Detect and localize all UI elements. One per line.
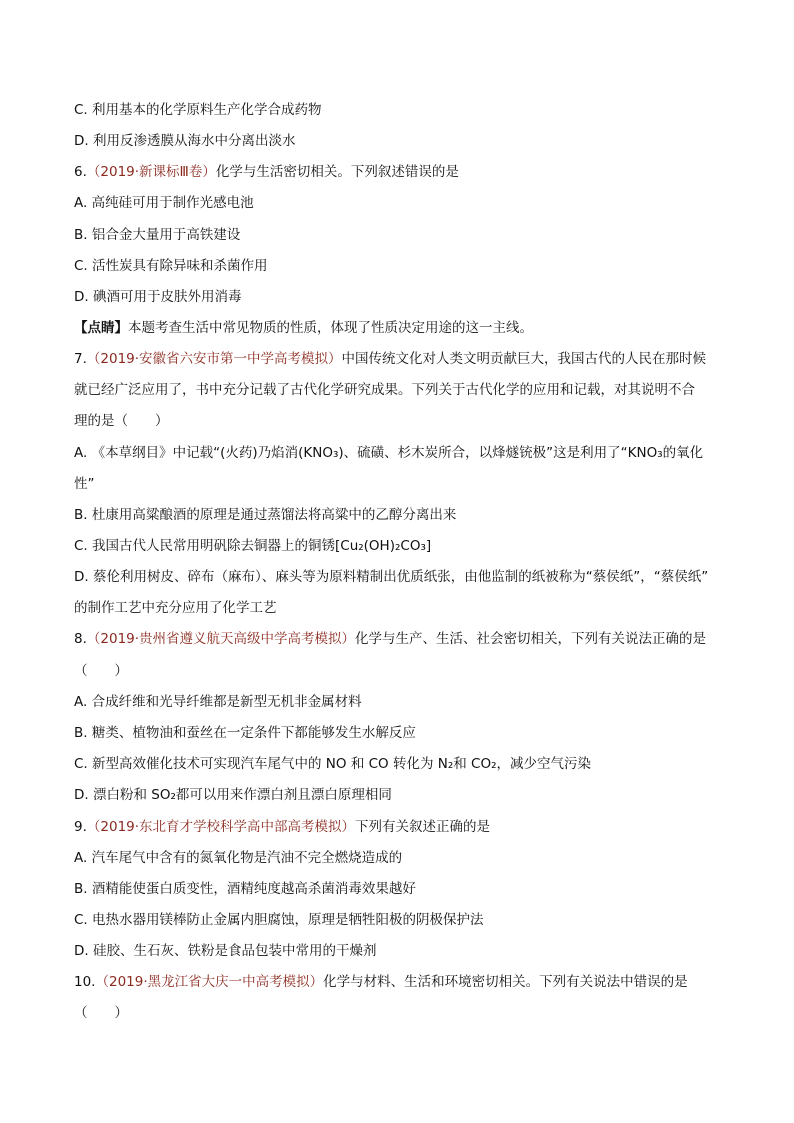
question-7-stem-cont: 理的是（ ） (74, 413, 169, 429)
question-source: （2019·安徽省六安市第一中学高考模拟） (86, 351, 342, 367)
option-a-line: A. 合成纤维和光导纤维都是新型无机非金属材料 (74, 694, 362, 710)
option-d-line: D. 利用反渗透膜从海水中分离出淡水 (74, 133, 296, 149)
tip-note (74, 319, 533, 337)
question-text: 下列有关叙述正确的是 (355, 819, 491, 835)
question-7-stem-cont: 就已经广泛应用了，书中充分记载了古代化学研究成果。下列关于古代化学的应用和记载，对其说明不合 (74, 382, 695, 398)
option-c-line: C. 利用基本的化学原料生产化学合成药物 (74, 102, 322, 118)
option-d-line: D. 蔡伦利用树皮、碎布（麻布）、麻头等为原料精制出优质纸张，由他监制的纸被称为“蔡侯纸”，“蔡侯纸” (74, 569, 709, 585)
question-source: （2019·黑龙江省大庆一中高考模拟） (95, 974, 324, 990)
option-b-line: B. 酒精能使蛋白质变性，酒精纯度越高杀菌消毒效果越好 (74, 881, 416, 897)
question-6-stem (74, 163, 459, 181)
question-source: （2019·东北育才学校科学高中部高考模拟） (86, 819, 356, 835)
answer-paren: （ ） (74, 663, 128, 679)
question-source: （2019·新课标Ⅲ卷） (86, 164, 216, 180)
option-a-line: A. 汽车尾气中含有的氮氧化物是汽油不完全燃烧造成的 (74, 850, 403, 866)
option-c-line: C. 电热水器用镁棒防止金属内胆腐蚀，原理是牺牲阳极的阴极保护法 (74, 912, 484, 928)
tip-text: 本题考查生活中常见物质的性质，体现了性质决定用途的这一主线。 (128, 320, 533, 336)
option-a-line: A. 《本草纲目》中记载“(火药)乃焰消(KNO₃)、硫磺、杉木炭所合，以烽燧铳极”这是利用了“KNO₃的氧化 (74, 445, 704, 461)
option-c-line: C. 我国古代人民常用明矾除去铜器上的铜锈[Cu₂(OH)₂CO₃] (74, 538, 432, 554)
question-number: 9. (74, 819, 87, 835)
option-d-line: D. 碘酒可用于皮肤外用消毒 (74, 289, 242, 305)
question-7-stem (74, 350, 706, 368)
option-b-line: B. 杜康用高粱酿酒的原理是通过蒸馏法将高粱中的乙醇分离出来 (74, 507, 457, 523)
question-number: 7. (74, 351, 87, 367)
question-number: 8. (74, 631, 87, 647)
option-b-line: B. 糖类、植物油和蚕丝在一定条件下都能够发生水解反应 (74, 725, 416, 741)
question-text: 化学与生产、生活、社会密切相关，下列有关说法正确的是 (355, 631, 707, 647)
question-text: 化学与生活密切相关。下列叙述错误的是 (215, 164, 459, 180)
option-c-line: C. 活性炭具有除异味和杀菌作用 (74, 258, 268, 274)
option-c-line: C. 新型高效催化技术可实现汽车尾气中的 NO 和 CO 转化为 N₂和 CO₂，减少空气污染 (74, 756, 592, 772)
question-8-stem (74, 630, 706, 648)
option-d-line: D. 硅胶、生石灰、铁粉是食品包装中常用的干燥剂 (74, 943, 377, 959)
option-a-line: A. 高纯硅可用于制作光感电池 (74, 195, 254, 211)
option-d-line: D. 漂白粉和 SO₂都可以用来作漂白剂且漂白原理相同 (74, 787, 392, 803)
question-text: 中国传统文化对人类文明贡献巨大，我国古代的人民在那时候 (341, 351, 707, 367)
question-source: （2019·贵州省遵义航天高级中学高考模拟） (86, 631, 356, 647)
option-b-line: B. 铝合金大量用于高铁建设 (74, 227, 241, 243)
question-number: 6. (74, 164, 87, 180)
answer-paren: （ ） (74, 1005, 128, 1021)
question-number: 10. (74, 974, 96, 990)
question-text: 化学与材料、生活和环境密切相关。下列有关说法中错误的是 (323, 974, 688, 990)
question-10-stem (74, 973, 688, 991)
tip-tag: 【点睛】 (74, 320, 128, 336)
question-9-stem (74, 818, 490, 836)
option-a-line-cont: 性” (74, 476, 95, 492)
option-d-line-cont: 的制作工艺中充分应用了化学工艺 (74, 600, 277, 616)
